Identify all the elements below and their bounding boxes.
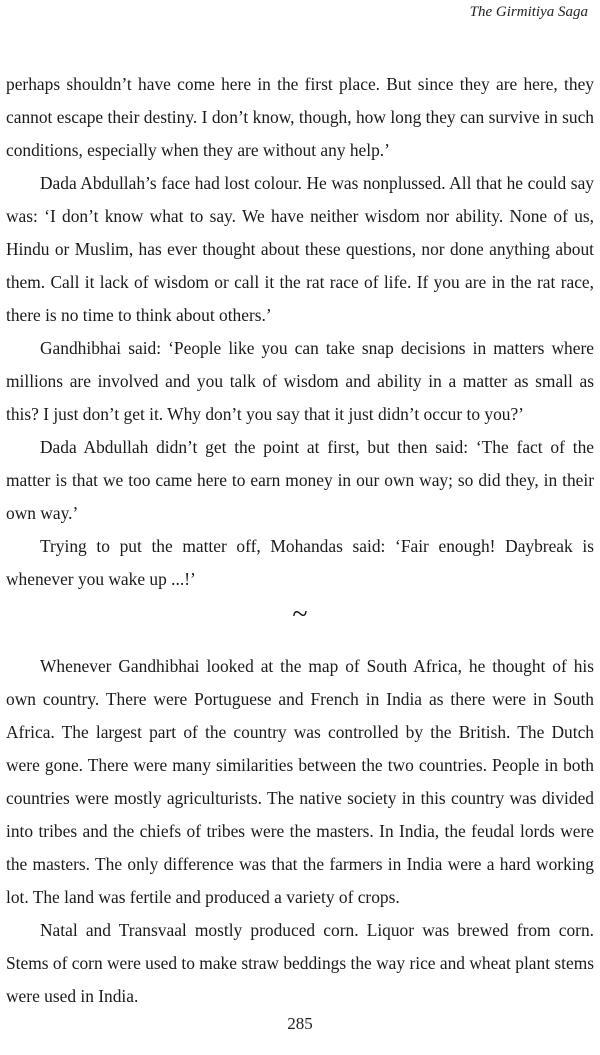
paragraph-continuation: perhaps shouldn’t have come here in the first place. But since they are here, they cannot escape their destiny. I don’t know, though, how long they can survive in such conditions, especially when they are without any help.’ <box>6 74 594 160</box>
section-break-ornament: ~ <box>292 599 308 630</box>
paragraph: Dada Abdullah didn’t get the point at first, but then said: ‘The fact of the matter is that we too came here to earn money in our own way; so did they, in their own way.’ <box>6 437 594 523</box>
paragraph: Natal and Transvaal mostly produced corn. Liquor was brewed from corn. Stems of corn were used to make straw beddings the way rice and wheat plant stems were used in India. <box>6 920 594 1006</box>
section-1-text <box>6 68 594 596</box>
paragraph: Gandhibhai said: ‘People like you can take snap decisions in matters where millions are involved and you talk of wisdom and ability in a matter as small as this? I just don’t get it. Why don’t you say that it just didn’t occur to you?’ <box>6 338 594 424</box>
page-number: 285 <box>287 1014 313 1033</box>
paragraph: Whenever Gandhibhai looked at the map of South Africa, he thought of his own country. There were Portuguese and French in India as there were in South Africa. The largest part of the country was controlled by the British. The Dutch were gone. There were many similarities between the two countries. People in both countries were mostly agriculturists. The native society in this country was divided into tribes and the chiefs of tribes were the masters. In India, the feudal lords were the masters. The only difference was that the farmers in India were a hard working lot. The land was fertile and produced a variety of crops. <box>6 656 594 907</box>
running-header: The Girmitiya Saga <box>469 4 588 20</box>
paragraph: Dada Abdullah’s face had lost colour. He was nonplussed. All that he could say was: ‘I don’t know what to say. We have neither wisdom nor ability. None of us, Hindu or Muslim, has ever thought about these questions, nor done anything about them. Call it lack of wisdom or call it the rat race of life. If you are in the rat race, there is no time to think about others.’ <box>6 173 594 325</box>
section-2-text <box>6 650 594 1013</box>
paragraph: Trying to put the matter off, Mohandas said: ‘Fair enough! Daybreak is whenever you wake up ...!’ <box>6 536 594 589</box>
